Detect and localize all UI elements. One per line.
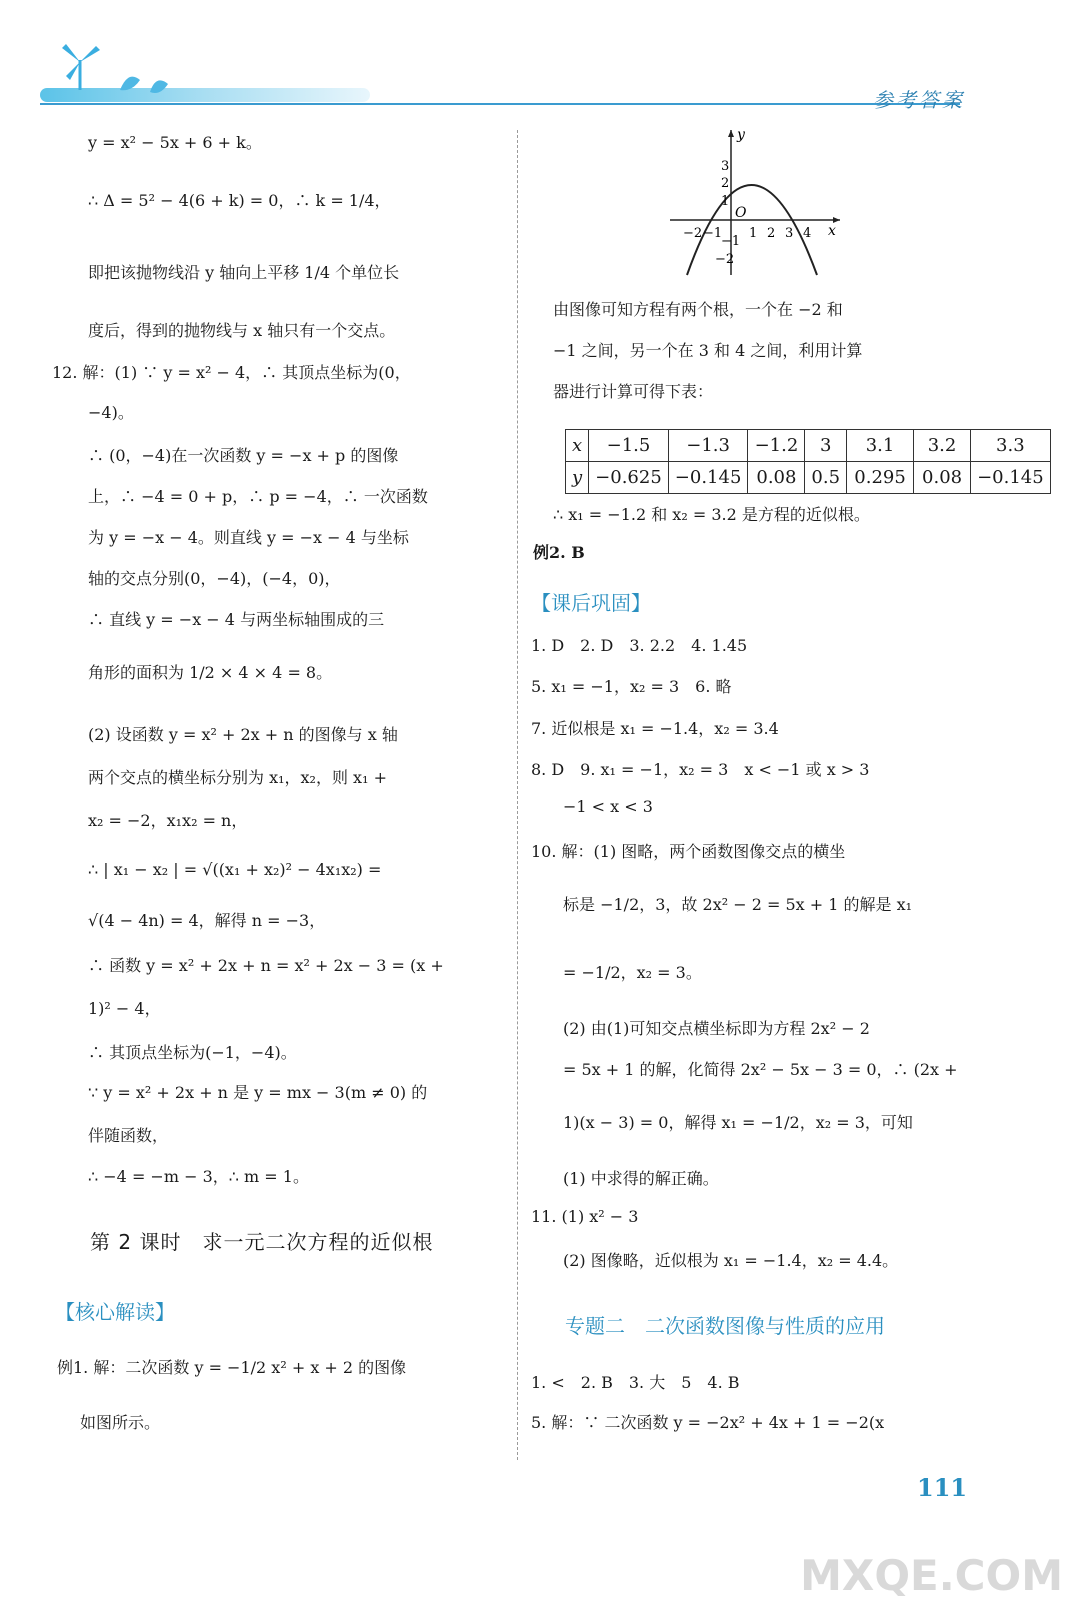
y-tick-label: 2 xyxy=(721,176,730,191)
table-cell: −0.625 xyxy=(589,462,669,494)
x-tick-label: 2 xyxy=(767,226,776,241)
x-tick-label: −2 xyxy=(683,226,703,241)
x-axis-label: x xyxy=(828,223,836,239)
y-tick-label: 1 xyxy=(721,194,730,209)
text-line: ∴ 直线 y = −x − 4 与两坐标轴围成的三 xyxy=(88,610,385,629)
text-line: 7. 近似根是 x₁ = −1.4，x₂ = 3.4 xyxy=(531,719,779,738)
text-line: 为 y = −x − 4。则直线 y = −x − 4 与坐标 xyxy=(88,528,409,547)
text-line: 即把该抛物线沿 y 轴向上平移 1/4 个单位长 xyxy=(88,263,400,282)
table-cell: 3.2 xyxy=(914,430,971,462)
table-cell: x xyxy=(566,430,589,462)
y-axis-arrow xyxy=(728,130,734,137)
windmill-icon xyxy=(62,44,100,90)
y-tick-label: −1 xyxy=(721,234,741,249)
text-line: (2) 由(1)可知交点横坐标即为方程 2x² − 2 xyxy=(563,1019,870,1038)
table-cell: 0.08 xyxy=(748,462,805,494)
table-cell: 0.5 xyxy=(805,462,847,494)
text-line: ∴ x₁ = −1.2 和 x₂ = 3.2 是方程的近似根。 xyxy=(553,505,870,524)
text-line: 11. (1) x² − 3 xyxy=(531,1207,639,1226)
text-line: 如图所示。 xyxy=(80,1413,161,1432)
text-line: 例1. 解：二次函数 y = −1/2 x² + x + 2 的图像 xyxy=(57,1358,407,1377)
text-line: 1. < 2. B 3. 大 5 4. B xyxy=(531,1373,740,1392)
text-line: ∴ −4 = −m − 3，∴ m = 1。 xyxy=(88,1167,309,1186)
text-line: y = x² − 5x + 6 + k。 xyxy=(88,133,262,152)
table-cell: 3.1 xyxy=(847,430,914,462)
table-row xyxy=(566,430,1051,462)
x-tick-label: 1 xyxy=(749,226,758,241)
text-line: 由图像可知方程有两个根，一个在 −2 和 xyxy=(553,300,843,319)
table-cell: −0.145 xyxy=(668,462,748,494)
table-cell: 0.08 xyxy=(914,462,971,494)
table-cell: −0.145 xyxy=(971,462,1051,494)
text-line: −4)。 xyxy=(88,403,134,422)
table-cell: 0.295 xyxy=(847,462,914,494)
text-line: 标是 −1/2，3，故 2x² − 2 = 5x + 1 的解是 x₁ xyxy=(563,895,913,914)
table-row xyxy=(566,462,1051,494)
text-line: √(4 − 4n) = 4，解得 n = −3， xyxy=(88,911,326,930)
text-line: (1) 中求得的解正确。 xyxy=(563,1169,719,1188)
topic-heading: 专题二 二次函数图像与性质的应用 xyxy=(565,1314,885,1338)
text-line: 5. x₁ = −1，x₂ = 3 6. 略 xyxy=(531,677,732,696)
text-line: 12. 解：(1) ∵ y = x² − 4，∴ 其顶点坐标为(0， xyxy=(52,363,411,382)
text-line: 轴的交点分别(0，−4)，(−4，0)， xyxy=(88,569,341,588)
text-line: ∴ 函数 y = x² + 2x + n = x² + 2x − 3 = (x + xyxy=(88,956,444,975)
y-tick-label: 3 xyxy=(721,159,730,174)
page-number: 111 xyxy=(917,1473,968,1502)
text-line: 度后，得到的抛物线与 x 轴只有一个交点。 xyxy=(88,321,396,340)
text-line: x₂ = −2，x₁x₂ = n， xyxy=(88,811,248,830)
text-line: ∴ (0，−4)在一次函数 y = −x + p 的图像 xyxy=(88,446,399,465)
table-cell: 3.3 xyxy=(971,430,1051,462)
text-line: 10. 解：(1) 图略，两个函数图像交点的横坐 xyxy=(531,842,846,861)
text-line: = 5x + 1 的解，化简得 2x² − 5x − 3 = 0，∴ (2x + xyxy=(563,1060,958,1079)
parabola-graph xyxy=(665,125,845,280)
y-axis-label: y xyxy=(737,127,745,143)
text-line: 伴随函数， xyxy=(88,1126,169,1145)
x-tick-label: −1 xyxy=(703,226,723,241)
text-line: ∴ 其顶点坐标为(−1，−4)。 xyxy=(88,1043,297,1062)
text-line: ∴ | x₁ − x₂ | = √((x₁ + x₂)² − 4x₁x₂) = xyxy=(88,860,382,879)
y-tick-label: −2 xyxy=(715,252,735,267)
text-line: 1. D 2. D 3. 2.2 4. 1.45 xyxy=(531,636,748,655)
section-heading: 【核心解读】 xyxy=(55,1300,175,1324)
text-line: = −1/2，x₂ = 3。 xyxy=(563,963,702,982)
table-cell: −1.2 xyxy=(748,430,805,462)
page-header xyxy=(0,0,1083,120)
section-heading: 【课后巩固】 xyxy=(531,591,651,615)
table-cell: −1.5 xyxy=(589,430,669,462)
x-tick-label: 3 xyxy=(785,226,794,241)
text-line: 例2. B xyxy=(533,543,585,562)
x-tick-label: 4 xyxy=(803,226,812,241)
text-line: 角形的面积为 1/2 × 4 × 4 = 8。 xyxy=(88,663,333,682)
text-line: ∵ y = x² + 2x + n 是 y = mx − 3(m ≠ 0) 的 xyxy=(88,1083,428,1102)
text-line: 1)(x − 3) = 0，解得 x₁ = −1/2，x₂ = 3，可知 xyxy=(563,1113,913,1132)
text-line: −1 之间，另一个在 3 和 4 之间，利用计算 xyxy=(553,341,863,360)
lesson-title: 第 2 课时 求一元二次方程的近似根 xyxy=(90,1230,434,1254)
text-line: 上，∴ −4 = 0 + p，∴ p = −4，∴ 一次函数 xyxy=(88,487,428,506)
table-cell: y xyxy=(566,462,589,494)
text-line: 1)² − 4， xyxy=(88,999,161,1018)
text-line: 5. 解：∵ 二次函数 y = −2x² + 4x + 1 = −2(x xyxy=(531,1413,885,1432)
text-line: 两个交点的横坐标分别为 x₁，x₂，则 x₁ + xyxy=(88,768,387,787)
text-line: 8. D 9. x₁ = −1，x₂ = 3 x < −1 或 x > 3 xyxy=(531,760,870,779)
column-divider xyxy=(517,130,518,1460)
table-cell: 3 xyxy=(805,430,847,462)
text-line: −1 < x < 3 xyxy=(563,797,653,816)
value-table xyxy=(565,429,1051,494)
table-cell: −1.3 xyxy=(668,430,748,462)
text-line: 器进行计算可得下表： xyxy=(553,382,714,401)
text-line: (2) 图像略，近似根为 x₁ = −1.4，x₂ = 4.4。 xyxy=(563,1251,899,1270)
origin-label: O xyxy=(735,205,747,221)
watermark: MXQE.COM xyxy=(800,1551,1063,1600)
text-line: ∴ Δ = 5² − 4(6 + k) = 0，∴ k = 1/4， xyxy=(88,191,391,210)
header-label: 参考答案 xyxy=(873,88,965,112)
text-line: (2) 设函数 y = x² + 2x + n 的图像与 x 轴 xyxy=(88,725,398,744)
